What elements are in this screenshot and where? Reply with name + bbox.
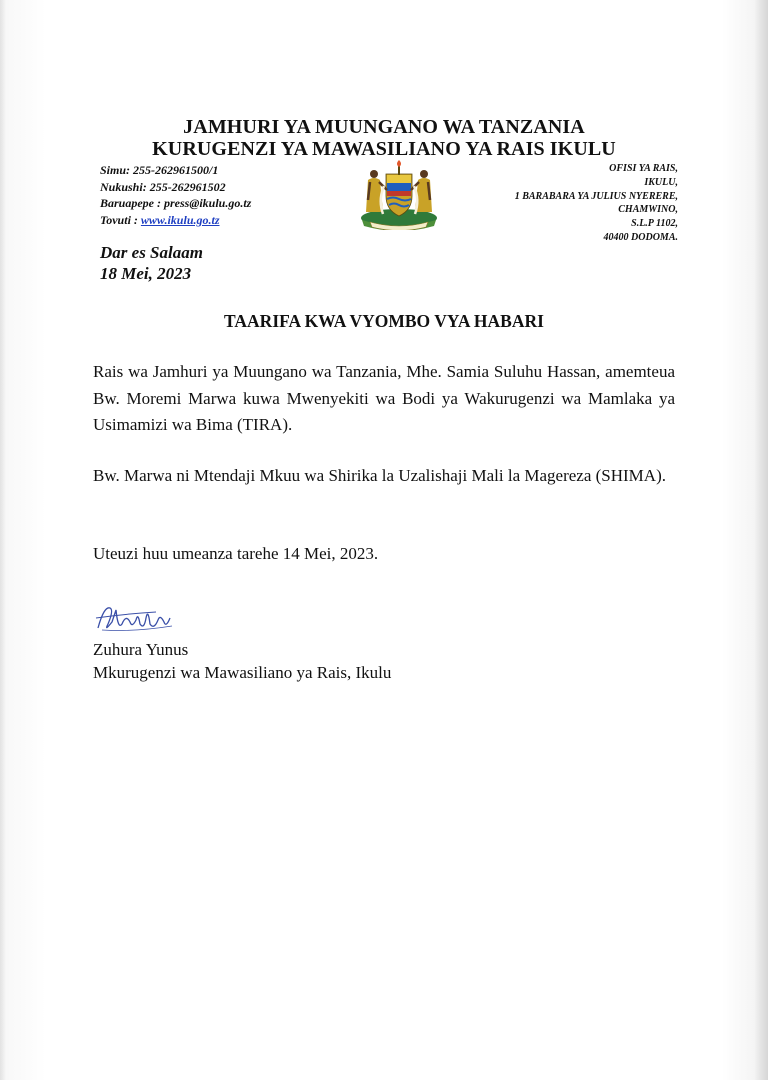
contact-block — [100, 162, 251, 228]
press-release-heading: TAARIFA KWA VYOMBO VYA HABARI — [224, 311, 544, 331]
website-link[interactable]: www.ikulu.go.tz — [140, 212, 220, 227]
dateline-place: Dar es Salaam — [100, 243, 203, 262]
contact-website — [100, 212, 251, 229]
address-line: 40400 DODOMA. — [603, 231, 678, 243]
body-paragraph-3: Uteuzi huu umeanza tarehe 14 Mei, 2023. — [93, 544, 379, 563]
contact-phone: Simu: 255-262961500/1 — [100, 163, 219, 177]
handwritten-signature — [94, 600, 178, 636]
address-line: S.L.P 1102, — [631, 218, 678, 230]
address-line: OFISI YA RAIS, — [609, 163, 678, 174]
contact-email: Baruapepe : press@ikulu.go.tz — [100, 196, 252, 210]
dateline-date: 18 Mei, 2023 — [100, 264, 192, 283]
address-line: IKULU, — [644, 176, 678, 188]
letterhead-title-line2: KURUGENZI YA MAWASILIANO YA RAIS IKULU — [152, 138, 616, 160]
signatory-title: Mkurugenzi wa Mawasiliano ya Rais, Ikulu — [93, 663, 392, 682]
signatory-name: Zuhura Yunus — [93, 640, 189, 659]
body-paragraph-1: Rais wa Jamhuri ya Muungano wa Tanzania, Mhe. Samia Suluhu Hassan, amemteua Bw. Moremi Marwa kuwa Mwenyekiti wa Bodi ya Wakurugenzi wa Mamlaka ya Usimamizi wa Bima (TIRA). — [93, 362, 675, 434]
address-line: CHAMWINO, — [618, 204, 678, 216]
body-paragraph-2: Bw. Marwa ni Mtendaji Mkuu wa Shirika la Uzalishaji Mali la Magereza (SHIMA). — [93, 466, 666, 485]
contact-fax: Nukushi: 255-262961502 — [100, 179, 226, 194]
address-block — [515, 162, 678, 245]
dateline — [100, 242, 203, 284]
signatory-block — [93, 638, 391, 684]
letterhead-title-line1: JAMHURI YA MUUNGANO WA TANZANIA — [183, 116, 585, 138]
address-line: 1 BARABARA YA JULIUS NYERERE, — [514, 190, 678, 202]
page-shadow-right — [754, 0, 768, 1080]
page-shadow-left — [0, 0, 6, 1080]
coat-of-arms-emblem — [356, 160, 442, 230]
website-label: Tovuti : — [100, 212, 141, 227]
